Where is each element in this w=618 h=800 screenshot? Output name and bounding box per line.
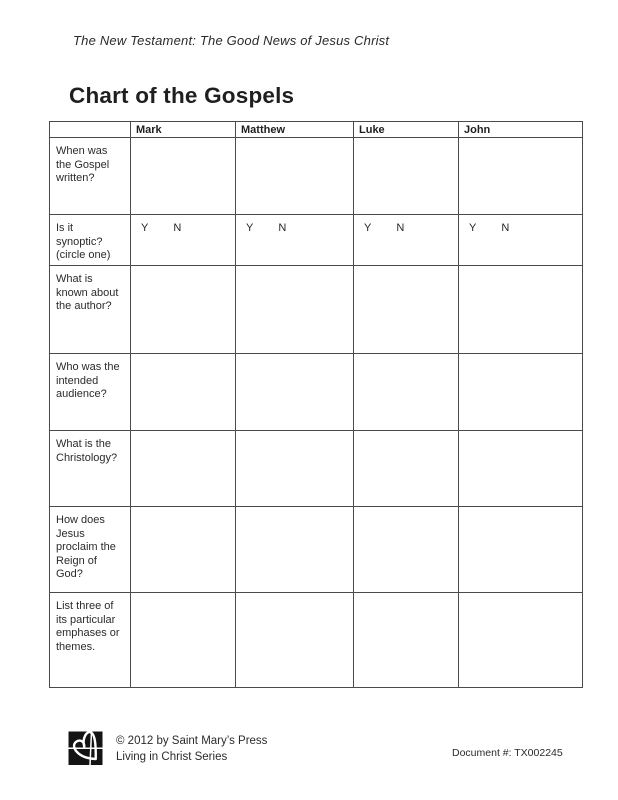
table-row [50, 138, 583, 215]
column-header-matthew: Matthew [236, 122, 354, 138]
footer-credits [116, 734, 267, 765]
answer-cell-matthew [236, 431, 354, 507]
column-header-john: John [459, 122, 583, 138]
no-option: N [396, 222, 405, 234]
answer-cell-mark [131, 431, 236, 507]
answer-cell-john [459, 266, 583, 354]
yes-option: Y [469, 222, 477, 234]
answer-cell-john [459, 138, 583, 215]
answer-cell-luke [354, 138, 459, 215]
running-head: The New Testament: The Good News of Jesus Christ [73, 33, 390, 48]
yes-option: Y [141, 222, 149, 234]
page-title: Chart of the Gospels [69, 83, 295, 108]
answer-cell-matthew [236, 138, 354, 215]
no-option: N [501, 222, 510, 234]
row-label-christology: What is the Christology? [50, 431, 131, 507]
yn-cell-mark [131, 215, 236, 266]
copyright-line: © 2012 by Saint Mary’s Press [116, 735, 268, 747]
answer-cell-luke [354, 354, 459, 431]
gospels-chart-table [49, 121, 583, 688]
answer-cell-matthew [236, 507, 354, 593]
yes-option: Y [246, 222, 254, 234]
row-label-when-written: When was the Gospel written? [50, 138, 131, 215]
answer-cell-mark [131, 266, 236, 354]
answer-cell-matthew [236, 593, 354, 688]
table-row [50, 354, 583, 431]
answer-cell-matthew [236, 354, 354, 431]
document-number: Document #: TX002245 [452, 747, 563, 759]
saint-marys-press-logo-icon [68, 729, 105, 771]
answer-cell-mark [131, 593, 236, 688]
answer-cell-john [459, 593, 583, 688]
column-header-mark: Mark [131, 122, 236, 138]
answer-cell-luke [354, 266, 459, 354]
row-label-audience: Who was the intended audience? [50, 354, 131, 431]
table-header-row [50, 122, 583, 138]
row-label-reign-of-god: How does Jesus proclaim the Reign of God? [50, 507, 131, 593]
column-header-luke: Luke [354, 122, 459, 138]
series-line: Living in Christ Series [116, 750, 228, 763]
answer-cell-luke [354, 431, 459, 507]
table-row [50, 431, 583, 507]
table-row [50, 215, 583, 266]
answer-cell-john [459, 507, 583, 593]
yn-cell-john [459, 215, 583, 266]
table-row [50, 266, 583, 354]
row-label-author: What is known about the author? [50, 266, 131, 354]
table-row [50, 593, 583, 688]
answer-cell-mark [131, 138, 236, 215]
row-label-synoptic: Is it synoptic? (circle one) [50, 215, 131, 266]
answer-cell-mark [131, 507, 236, 593]
table-row [50, 507, 583, 593]
no-option: N [173, 222, 182, 234]
corner-cell [50, 122, 131, 138]
yn-cell-matthew [236, 215, 354, 266]
no-option: N [278, 222, 287, 234]
yes-option: Y [364, 222, 372, 234]
answer-cell-luke [354, 507, 459, 593]
yn-cell-luke [354, 215, 459, 266]
answer-cell-john [459, 354, 583, 431]
answer-cell-john [459, 431, 583, 507]
row-label-emphases: List three of its particular emphases or themes. [50, 593, 131, 688]
answer-cell-luke [354, 593, 459, 688]
answer-cell-mark [131, 354, 236, 431]
answer-cell-matthew [236, 266, 354, 354]
